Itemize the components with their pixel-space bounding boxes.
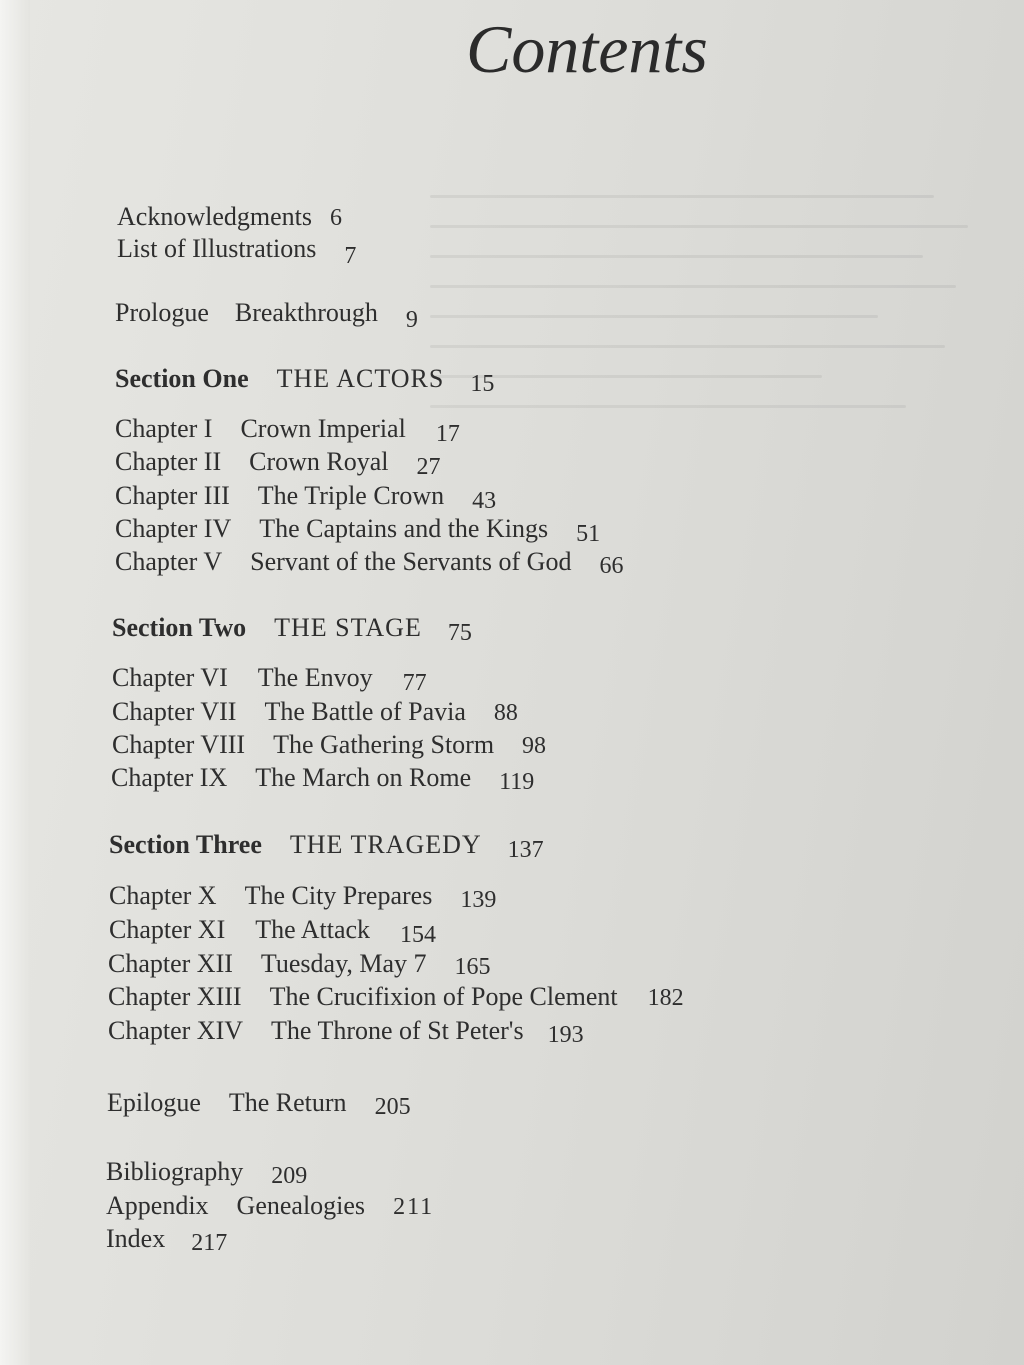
show-through-text bbox=[430, 195, 990, 435]
toc-entry-prologue: Prologue Breakthrough 9 bbox=[115, 298, 418, 333]
toc-section-heading: Section Three THE TRAGEDY 137 bbox=[109, 830, 544, 863]
toc-chapter-entry: Chapter I Crown Imperial 17 bbox=[115, 414, 460, 447]
toc-chapter-entry: Chapter IX The March on Rome 119 bbox=[111, 763, 535, 795]
toc-chapter-entry: Chapter VIII The Gathering Storm 98 bbox=[112, 730, 547, 759]
toc-chapter-entry: Chapter X The City Prepares 139 bbox=[109, 881, 497, 913]
toc-entry-index: Index 217 bbox=[106, 1224, 228, 1256]
toc-chapter-entry: Chapter XII Tuesday, May 7 165 bbox=[108, 949, 491, 980]
toc-entry-bibliography: Bibliography 209 bbox=[106, 1157, 308, 1189]
toc-entry-acknowledgments: Acknowledgments 6 bbox=[117, 202, 342, 231]
toc-chapter-entry: Chapter XIV The Throne of St Peter's 193 bbox=[108, 1016, 584, 1048]
toc-section-heading: Section One THE ACTORS 15 bbox=[115, 364, 495, 397]
toc-section-heading: Section Two THE STAGE 75 bbox=[112, 613, 472, 646]
toc-chapter-entry: Chapter II Crown Royal 27 bbox=[115, 447, 441, 480]
toc-entry-list-of-illustrations: List of Illustrations 7 bbox=[117, 234, 357, 269]
toc-chapter-entry: Chapter XIII The Crucifixion of Pope Clement 182 bbox=[108, 982, 684, 1011]
toc-entry-appendix: Appendix Genealogies 211 bbox=[106, 1191, 435, 1220]
toc-chapter-entry: Chapter VII The Battle of Pavia 88 bbox=[112, 697, 518, 726]
toc-chapter-entry: Chapter III The Triple Crown 43 bbox=[115, 481, 497, 514]
toc-entry-epilogue: Epilogue The Return 205 bbox=[107, 1088, 411, 1120]
page-title: Contents bbox=[466, 11, 708, 87]
toc-chapter-entry: Chapter XI The Attack 154 bbox=[109, 915, 437, 948]
toc-chapter-entry: Chapter V Servant of the Servants of God 66 bbox=[115, 547, 624, 579]
toc-chapter-entry: Chapter VI The Envoy 77 bbox=[112, 663, 427, 696]
page-edge bbox=[0, 0, 30, 1365]
toc-chapter-entry: Chapter IV The Captains and the Kings 51 bbox=[115, 514, 601, 547]
